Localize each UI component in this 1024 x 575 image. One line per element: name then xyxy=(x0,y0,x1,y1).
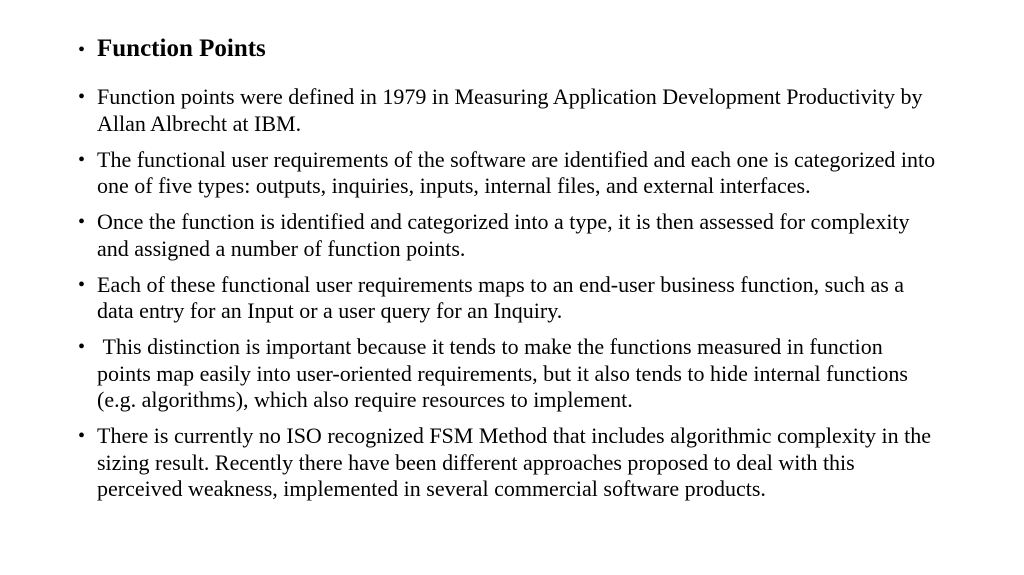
bullet-dot: • xyxy=(78,148,86,171)
bullet-dot: • xyxy=(78,39,86,61)
bullet-item xyxy=(78,209,938,262)
slide-heading: Function Points xyxy=(97,35,266,62)
bullet-item xyxy=(78,334,938,414)
bullet-item xyxy=(78,272,938,325)
bullet-item xyxy=(78,423,938,503)
bullet-item xyxy=(78,146,941,200)
bullet-text: Each of these functional user requirements maps to an end-user business function, such as a data entry for an Input or a user query for an Inquiry. xyxy=(97,271,910,323)
bullet-item xyxy=(78,84,938,137)
bullet-dot: • xyxy=(78,273,86,296)
bullet-text: This distinction is important because it tends to make the functions measured in function points map easily into user-oriented requirements, but it also tends to hide internal functions (e.g. algorithms), which also require resources to implement. xyxy=(97,334,914,412)
bullet-text: Once the function is identified and categorized into a type, it is then assessed for complexity and assigned a number of function points. xyxy=(97,209,916,261)
bullet-text: Function points were defined in 1979 in Measuring Application Development Productivity by Allan Albrecht at IBM. xyxy=(97,84,927,136)
bullet-text: There is currently no ISO recognized FSM Method that includes algorithmic complexity in the sizing result. Recently there have been different approaches proposed to deal with this perceived weakness, implemented in several commercial software products. xyxy=(97,423,937,501)
bullet-list xyxy=(78,84,941,512)
bullet-dot: • xyxy=(78,211,86,233)
bullet-dot: • xyxy=(78,336,86,358)
heading-row xyxy=(78,33,958,65)
bullet-dot: • xyxy=(78,86,86,108)
bullet-dot: • xyxy=(78,425,86,447)
bullet-text: The functional user requirements of the software are identified and each one is categorized into one of five types: outputs, inquiries, inputs, internal files, and external interfaces. xyxy=(97,146,941,198)
